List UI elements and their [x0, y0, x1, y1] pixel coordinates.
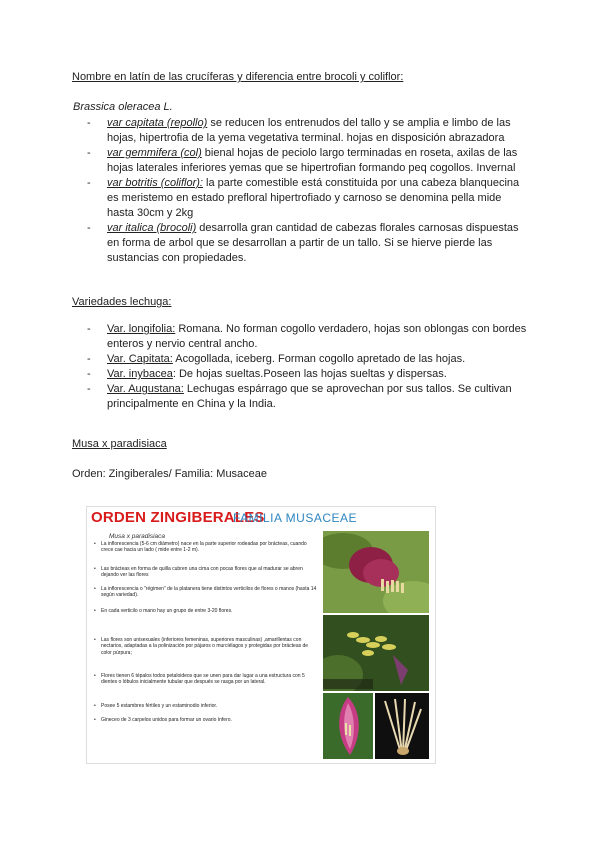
item-text: bienal hojas de peciolo largo terminadas en roseta, axilas de las hojas laterales inferiores yemas que se hipertrofian formando peq cogollos. Invernal [107, 147, 518, 174]
list-item [107, 146, 527, 176]
list-item [107, 176, 527, 221]
slide-bullet: • Las flores son unisexuales (inferiores femeninas, superiores masculinas) ,amarillentas con nectarios, adaptadas a la polinización por pájaros o murciélagos y protegidas por brácteas de color púrpura; [101, 637, 319, 656]
slide-bullet: • La inflorescencia (5-6 cm diámetro) nace en la parte superior rodeadas por brácteas, cuando crece cae hacia un lado ( mide entre 1-2 m). [101, 541, 319, 554]
item-text: Acogollada, iceberg. Forman cogollo apretado de las hojas. [172, 353, 466, 365]
cruciferas-heading: Nombre en latín de las crucíferas y diferencia entre brocoli y coliflor: [72, 71, 404, 83]
slide-bullet: • Posee 5 estambres fértiles y un estaminodio inferior. [101, 703, 319, 709]
musa-heading: Musa x paradisiaca [72, 438, 167, 450]
banana-flower-photo [323, 531, 429, 613]
item-text: Lechugas espárrago que se aprovechan por sus tallos. Se cultivan principalmente en China y la India. [107, 383, 512, 410]
slide-bullet: • Las brácteas en forma de quilla cubren una cima con pocas flores que al madurar se abren dejando ver las flores [101, 566, 319, 579]
item-term: var capitata (repollo) [107, 117, 208, 129]
list-item [107, 382, 527, 412]
inflorescence-photo [323, 615, 429, 691]
item-term: var gemmifera (col) [107, 147, 202, 159]
item-text: desarrolla gran cantidad de cabezas florales carnosas dispuestas en forma de arbol que se desarrollan a partir de un tallo. Si se hierve pierde las sustancias con propiedades. [107, 222, 519, 264]
item-term: var botritis (coliflor): [107, 177, 203, 189]
bract-photo [323, 693, 373, 759]
slide-bullet: • La inflorescencia o "régimen" de la platanera tiene distintos verticilos de flores o manos (hasta 14 según variedad). [101, 586, 319, 599]
list-item [107, 352, 527, 367]
item-text: se reducen los entrenudos del tallo y se amplia e limbo de las hojas, hipertrofia de la yema vegetativa terminal. hojas en disposición abrazadora [107, 117, 511, 144]
slide-bullet: • Gineceo de 3 carpelos unidos para formar un ovario ínfero. [101, 717, 319, 723]
list-item [107, 322, 527, 352]
slide-image [86, 506, 436, 764]
slide-family: FAMILIA MUSACEAE [233, 511, 358, 525]
item-term: Var. Augustana: [107, 383, 184, 395]
slide-subtitle: Musa x paradisiaca [109, 533, 165, 540]
item-term: Var. inybacea [107, 368, 173, 380]
item-term: var italica (brocoli) [107, 222, 197, 234]
item-text: la parte comestible está constituida por una cabeza blanquecina es meristemo en estado prefloral hipertrofiado y carnoso se denomina pella mide hasta 30cm y 2kg [107, 177, 520, 219]
item-text: Romana. No forman cogollo verdadero, hojas son oblongas con bordes enteros y nervio central ancho. [107, 323, 527, 350]
list-item [107, 367, 527, 382]
list-item [107, 221, 527, 266]
flower-detail-photo [375, 693, 429, 759]
slide-title: ORDEN ZINGIBERALES [91, 509, 265, 526]
item-text: : De hojas sueltas.Poseen las hojas sueltas y dispersas. [172, 368, 447, 380]
item-term: Var. longifolia: [107, 323, 176, 335]
orden-line: Orden: Zingiberales/ Familia: Musaceae [72, 468, 268, 480]
list-item [107, 116, 527, 146]
item-term: Var. Capitata: [107, 353, 173, 365]
species-name: Brassica oleracea L. [73, 101, 173, 113]
slide-bullet: • En cada verticilo o mano hay un grupo de entre 3-20 flores. [101, 608, 319, 614]
slide-bullet: • Flores tienen 6 tépalos todos petaloideos que se unen para dar lugar a una estructura con 5 dientes o lóbulos inicialmente tubular que después se rasga por un lateral. [101, 673, 319, 686]
lechuga-heading: Variedades lechuga: [72, 296, 172, 308]
